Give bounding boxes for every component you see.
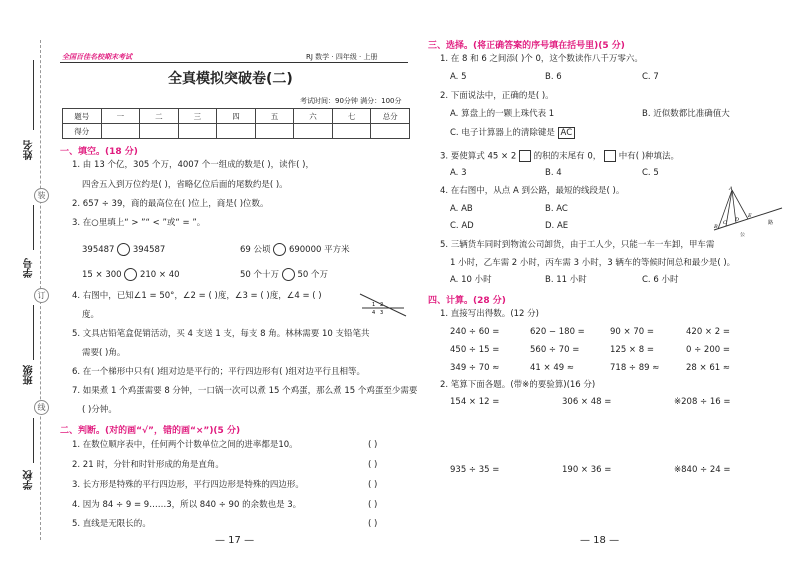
segment <box>726 190 732 226</box>
blank-box[interactable] <box>519 150 531 162</box>
q5-line2: 需要( )角。 <box>82 348 126 358</box>
judge-item: 3. 长方形是特殊的平行四边形，平行四边形是特殊的四边形。 <box>72 480 304 490</box>
judge-paren[interactable]: ( ) <box>368 500 378 510</box>
section-judge-title: 二、判断。(对的画“√”，错的画“×”)(5 分) <box>60 426 241 436</box>
option: B. 11 小时 <box>545 275 587 285</box>
calc-item: 154 × 12 = <box>450 397 500 407</box>
calc-item: ※840 ÷ 24 = <box>674 465 731 475</box>
option: A. 5 <box>450 72 467 82</box>
q5-line1: 5. 文具店铅笔盒促销活动，买 4 支送 1 支，每支 8 角。林林需要 10 支铅笔共 <box>72 329 370 339</box>
q4-line2: 度。 <box>82 310 100 320</box>
section-fill-title: 一、填空。(18 分) <box>60 147 138 157</box>
header-left: 全国百佳名校期末考试 <box>62 53 132 61</box>
exam-info: 考试时间：90分钟 满分：100分 <box>300 97 402 105</box>
field-line <box>33 418 34 463</box>
calc-item: 90 × 70 = <box>610 327 654 337</box>
judge-item: 5. 直线是无限长的。 <box>72 519 151 529</box>
score-cell: 题号 <box>63 109 102 124</box>
option: A. AB <box>450 204 473 214</box>
header-rule <box>60 62 408 63</box>
judge-paren[interactable]: ( ) <box>368 460 378 470</box>
score-cell: 得分 <box>63 124 102 139</box>
calc-item: 620 − 180 = <box>530 327 585 337</box>
calc-item: 306 × 48 = <box>562 397 612 407</box>
score-cell: 总分 <box>371 109 410 124</box>
calc-item: 935 ÷ 35 = <box>450 465 500 475</box>
page-title: 全真模拟突破卷(二) <box>168 71 293 87</box>
option: C. 7 <box>642 72 659 82</box>
c1: 1. 在 8 和 6 之间添( )个 0，这个数读作八千万零六。 <box>440 54 643 64</box>
calc-item: 420 × 2 = <box>686 327 730 337</box>
page-number: — 18 — <box>580 535 620 546</box>
score-cell: 六 <box>294 109 333 124</box>
angle-label: 2 <box>380 302 384 308</box>
compare-circle[interactable] <box>124 268 137 281</box>
judge-paren[interactable]: ( ) <box>368 480 378 490</box>
option: C. 6 小时 <box>642 275 679 285</box>
q6: 6. 在一个梯形中只有( )组对边是平行的；平行四边形有( )组对边平行且相等。 <box>72 367 365 377</box>
calc-item: 0 ÷ 200 = <box>686 345 730 355</box>
score-input[interactable] <box>217 124 256 139</box>
c5-line1: 5. 三辆货车同时到物流公司卸货，由于工人少，只能一车一车卸，甲车需 <box>440 240 715 250</box>
point-label: C <box>723 220 727 226</box>
score-cell: 二 <box>140 109 179 124</box>
q1-line1: 1. 由 13 个亿，305 个万，4007 个一组成的数是( )，读作( )， <box>72 160 314 170</box>
segment <box>732 190 748 219</box>
angle-label: 4 <box>372 310 376 316</box>
calc-item: 560 ÷ 70 = <box>530 345 580 355</box>
option: A. 算盘上的一颗上珠代表 1 <box>450 109 555 119</box>
point-label: E <box>748 213 752 219</box>
calc-item: 240 ÷ 60 = <box>450 327 500 337</box>
field-line <box>33 60 34 130</box>
page-number: — 17 — <box>215 535 255 546</box>
compare-item: 69 公顷 690000 平方米 <box>240 245 350 255</box>
header-right: RJ 数学 · 四年级 · 上册 <box>306 53 378 61</box>
score-row-header <box>63 109 410 124</box>
option: B. 4 <box>545 168 562 178</box>
option: B. 近似数都比准确值大 <box>642 109 730 119</box>
score-input[interactable] <box>294 124 333 139</box>
option: A. 10 小时 <box>450 275 492 285</box>
score-table <box>62 108 410 139</box>
score-input[interactable] <box>332 124 371 139</box>
binding-mark: 线 <box>34 400 49 415</box>
q7-line1: 7. 如果煮 1 个鸡蛋需要 8 分钟，一口锅一次可以煮 15 个鸡蛋，那么煮 15 个鸡蛋至少需要 <box>72 386 418 396</box>
class-label: 班级 <box>24 365 35 385</box>
score-cell: 七 <box>332 109 371 124</box>
score-cell: 五 <box>255 109 294 124</box>
right-page <box>428 0 794 562</box>
point-label: A <box>729 186 733 192</box>
score-input[interactable] <box>255 124 294 139</box>
name-label: 姓名 <box>24 140 35 160</box>
section-choice-title: 三、选择。(将正确答案的序号填在括号里)(5 分) <box>428 41 625 51</box>
point-label: D <box>735 217 740 223</box>
binding-strip <box>0 0 58 562</box>
calc-item: 28 × 61 ≈ <box>686 363 730 373</box>
angle-label: 3 <box>380 310 384 316</box>
compare-circle[interactable] <box>117 243 130 256</box>
score-cell: 一 <box>101 109 140 124</box>
student-id-label: 学号 <box>24 258 35 278</box>
point-label: B <box>714 224 718 230</box>
calc1-title: 1. 直接写出得数。(12 分) <box>440 309 539 319</box>
q2: 2. 657 ÷ 39，商的最高位在( )位上，商是( )位数。 <box>72 199 269 209</box>
option: B. 6 <box>545 72 562 82</box>
calc-item: 190 × 36 = <box>562 465 612 475</box>
blank-box[interactable] <box>604 150 616 162</box>
option: A. 3 <box>450 168 467 178</box>
option: C. AD <box>450 221 474 231</box>
road-label: 路 <box>768 220 774 226</box>
field-line <box>33 305 34 360</box>
road-diagram <box>712 184 784 240</box>
calc-item: 718 ÷ 89 ≈ <box>610 363 660 373</box>
q1-line2: 四舍五入到万位约是( )，省略亿位后面的尾数约是( )。 <box>82 180 288 190</box>
compare-item: 15 × 300 210 × 40 <box>82 270 180 280</box>
option: B. AC <box>545 204 568 214</box>
c5-line2: 1 小时，乙车需 2 小时，丙车需 3 小时，3 辆车的等候时间总和最少是( )。 <box>450 258 736 268</box>
judge-paren[interactable]: ( ) <box>368 440 378 450</box>
calc-item: 349 ÷ 70 ≈ <box>450 363 500 373</box>
score-input[interactable] <box>140 124 179 139</box>
judge-item: 1. 在数位顺序表中，任何两个计数单位之间的进率都是10。 <box>72 440 298 450</box>
angle-label: 1 <box>372 302 376 308</box>
judge-item: 2. 21 时，分针和时针形成的角是直角。 <box>72 460 224 470</box>
score-input[interactable] <box>371 124 410 139</box>
section-calc-title: 四、计算。(28 分) <box>428 296 506 306</box>
option: C. 电子计算器上的清除键是 AC <box>450 129 575 138</box>
compare-item: 50 个十万 50 个万 <box>240 270 328 280</box>
score-row-values <box>63 124 410 139</box>
score-cell: 三 <box>178 109 217 124</box>
ac-key: AC <box>558 127 576 139</box>
angle-diagram <box>358 286 408 322</box>
field-line <box>33 205 34 250</box>
compare-circle[interactable] <box>282 268 295 281</box>
q4: 4. 右图中，已知∠1 = 50°，∠2 = ( )度，∠3 = ( )度，∠4 = ( ) <box>72 291 322 301</box>
calc2-title: 2. 笔算下面各题。(带※的要验算)(16 分) <box>440 380 596 390</box>
binding-mark: 装 <box>34 188 49 203</box>
option: C. 5 <box>642 168 659 178</box>
calc-item: 450 ÷ 15 = <box>450 345 500 355</box>
compare-circle[interactable] <box>273 243 286 256</box>
c3: 3. 要使算式 45 × 2 的积的末尾有 0， 中有( )种填法。 <box>440 151 680 162</box>
score-cell: 四 <box>217 109 256 124</box>
q7-line2: ( )分钟。 <box>82 405 117 415</box>
calc-item: 41 × 49 ≈ <box>530 363 574 373</box>
left-page <box>60 0 418 562</box>
calc-item: 125 × 8 = <box>610 345 654 355</box>
judge-item: 4. 因为 84 ÷ 9 = 9……3，所以 840 ÷ 90 的余数也是 3。 <box>72 500 302 510</box>
calc-item: ※208 ÷ 16 = <box>674 397 731 407</box>
binding-mark: 订 <box>34 288 49 303</box>
score-input[interactable] <box>101 124 140 139</box>
option: D. AE <box>545 221 569 231</box>
c2: 2. 下面说法中，正确的是( )。 <box>440 91 554 101</box>
road-label: 公 <box>740 232 746 238</box>
school-label: 学校 <box>24 470 35 490</box>
score-input[interactable] <box>178 124 217 139</box>
q3: 3. 在○里填上“ > ”“ < ”或“ = ”。 <box>72 218 206 228</box>
c4: 4. 在右图中，从点 A 到公路，最短的线段是( )。 <box>440 186 625 196</box>
compare-item: 395487 394587 <box>82 245 166 255</box>
judge-paren[interactable]: ( ) <box>368 519 378 529</box>
